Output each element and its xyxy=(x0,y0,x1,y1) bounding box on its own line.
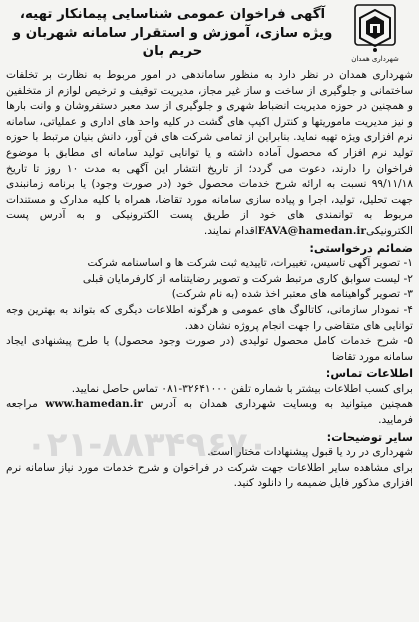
list-item: ۳- تصویر گواهینامه های معتبر اخذ شده (به نام شرکت) xyxy=(171,288,413,301)
website-prefix: همچنین میتوانید به وبسایت شهرداری همدان به آدرس xyxy=(150,398,413,411)
intro-paragraph xyxy=(6,68,413,240)
website-link[interactable]: www.hamedan.ir xyxy=(45,398,143,411)
attachments-heading: ضمائم درخواستی: xyxy=(309,240,413,255)
website-line xyxy=(6,397,413,428)
notice-title: آگهی فراخوان عمومی شناسایی پیمانکار تهیه، ویژه سازی، آموزش و استقرار سامانه شهربان و حریم بان xyxy=(12,7,333,59)
note-item: برای مشاهده سایر اطلاعات جهت شرکت در فراخوان و شرح خدمات مورد نیاز سامانه نرم افزاری مذکور فایل ضمیمه را دانلود کنید. xyxy=(6,461,413,490)
website-suffix: مراجعه فرمایید. xyxy=(6,398,413,427)
note-item: شهرداری در رد یا قبول پیشنهادات مختار است. xyxy=(207,446,413,459)
list-item: ۴- نمودار سازمانی، کاتالوگ های عمومی و هرگونه اطلاعات دیگری که بتواند به بهترین وجه توانایی های متقاضی را جهت انجام پروژه نشان دهد. xyxy=(6,303,413,332)
notes-heading: سایر توضیحات: xyxy=(326,429,413,444)
contact-heading: اطلاعات تماس: xyxy=(325,366,413,381)
contact-line: برای کسب اطلاعات بیشتر با شماره تلفن ۳۲۶۴۱۰۰۰-۰۸۱ تماس حاصل نمایید. xyxy=(71,382,413,395)
list-item: ۱- تصویر آگهی تاسیس، تغییرات، تاییدیه ثبت شرکت ها و اساسنامه شرکت xyxy=(87,257,413,270)
municipality-logo xyxy=(339,4,411,66)
notice-header xyxy=(6,4,413,68)
notice-body xyxy=(6,68,413,492)
email-link[interactable]: FAVA@hamedan.ir xyxy=(257,224,366,237)
email-suffix: اقدام نمایند. xyxy=(203,224,258,237)
list-item: ۲- لیست سوابق کاری مرتبط شرکت و تصویر رضایتنامه از کارفرمایان قبلی xyxy=(82,272,413,285)
phone-watermark: ۰۲۱-۸۸۳۴۹۶۷۰ xyxy=(26,425,269,465)
logo-caption: شهرداری همدان xyxy=(351,55,399,63)
intro-text: شهرداری همدان در نظر دارد به منظور ساماندهی در امور مربوط به نظارت بر تخلفات ساختمانی و جلوگیری از ساخت و ساز غیر مجاز، مدیریت توقیف و ترخیص لوازم از متخلفین و همچنین در حوزه مدیریت انضباط شهری و جلوگیری از سد معبر دستفروشان و وانت بارها و نیز مدیریت ماموریتها و کنترل اکیپ های گشت در کلیه واحد های اداری و عملیاتی، سامانه نرم افزاری ویژه تهیه نماید. بنابراین از تمامی شرکت های فن آور، دانش بنیان مرتبط با حوزه تولید نرم افزار که محصول آماده داشته و یا توانایی تولید سامانه ای مطابق با موضوع فراخوان را دارند، دعوت می گردد؛ از تاریخ انتشار این آگهی به مدت ۱۰ روز تا تاریخ ۹۹/۱۱/۱۸ نسبت به ارائه شرح خدمات محصول خود (در صورت وجود) یا برنامه زمانبندی جهت تحلیل، تولید، اجرا و پیاده سازی سامانه مورد تقاضا، همراه با کلیه مدارک و مستندات مربوط به توانمندی های خود از طریق پست الکترونیکی و به آدرس پست الکترونیکی xyxy=(6,69,413,237)
notice-content xyxy=(6,4,413,492)
list-item: ۵- شرح خدمات کامل محصول تولیدی (در صورت وجود محصول) یا طرح پیشنهادی ایجاد سامانه مورد تقاضا xyxy=(6,335,413,363)
municipality-emblem-icon xyxy=(352,4,398,54)
attachments-list xyxy=(6,256,413,365)
